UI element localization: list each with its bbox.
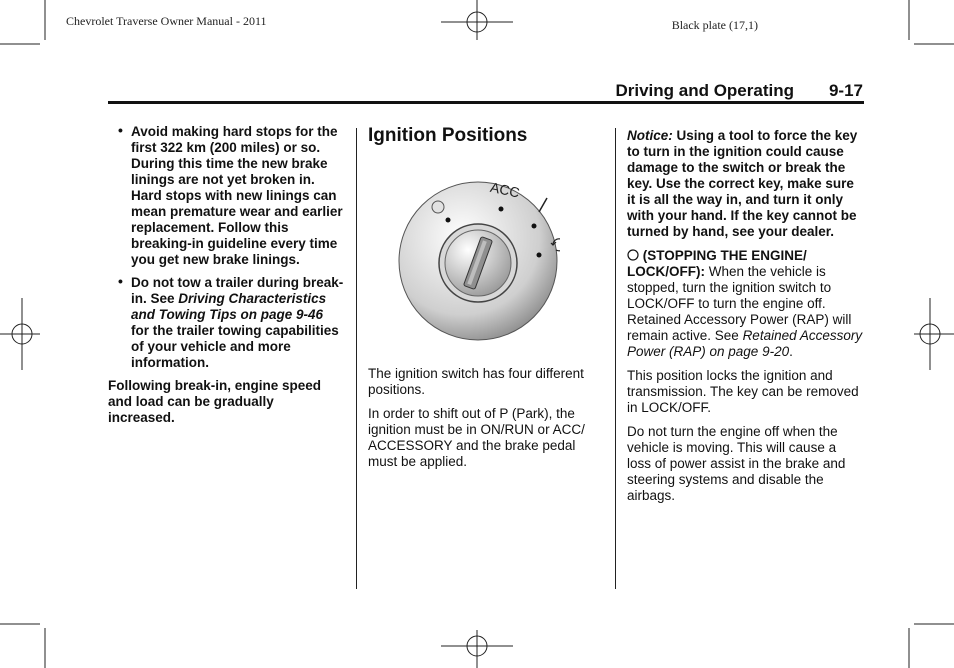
bullet-icon: • — [118, 273, 123, 289]
page-number: 9-17 — [828, 81, 863, 100]
lock-off-text: When the vehicle is stopped, turn the ignition switch to LOCK/OFF to turn the engine off. Retained Accessory Power (RAP) will remain active. See — [627, 264, 852, 343]
list-item — [108, 124, 344, 268]
column-divider-1 — [356, 128, 357, 589]
paragraph: Do not turn the engine off when the vehicle is moving. This will cause a loss of power assist in the brake and steering systems and disable the airbags. — [627, 424, 846, 503]
notice-label: Notice: — [627, 128, 673, 143]
paragraph: The ignition switch has four different positions. — [368, 366, 584, 397]
bullet-icon: • — [118, 122, 123, 138]
section-title: Driving and Operating — [615, 81, 794, 100]
column-2-text — [368, 366, 608, 478]
column-divider-2 — [615, 128, 616, 589]
lock-off-position-icon — [627, 249, 639, 261]
bullet-text-end: for the trailer towing capabilities of your vehicle and more information. — [131, 323, 339, 370]
header-rule — [108, 101, 864, 104]
paragraph: This position locks the ignition and transmission. The key can be removed in LOCK/OFF. — [627, 368, 859, 415]
column-2 — [368, 125, 608, 146]
paragraph: Following break-in, engine speed and load can be gradually increased. — [108, 378, 322, 425]
cross-reference-link[interactable]: Driving Characteristics and Towing Tips on page 9-46 — [131, 291, 327, 322]
list-item — [108, 275, 344, 371]
lock-off-description — [627, 248, 863, 360]
print-header-left: Chevrolet Traverse Owner Manual - 2011 — [66, 14, 267, 28]
bullet-text: Avoid making hard stops for the first 322 km (200 miles) or so. During this time the new brake linings are not yet broken in. Hard stops with new linings can mean premature wear and earlier replacement. Follow this breaking-in guideline every time you get new brake linings. — [131, 124, 343, 267]
cross-reference-link[interactable]: Retained Accessory Power (RAP) on page 9-20 — [627, 328, 863, 359]
acc-label: ACC — [488, 178, 522, 201]
section-heading: Ignition Positions — [368, 125, 528, 146]
column-1 — [108, 124, 344, 426]
column-3 — [627, 128, 863, 512]
bullet-text: Do not tow a trailer during break-in. See — [131, 275, 344, 306]
lock-off-label: (STOPPING THE ENGINE/ LOCK/OFF): — [627, 248, 807, 279]
lock-off-text-end: . — [789, 344, 793, 359]
print-header-right: Black plate (17,1) — [671, 18, 758, 32]
paragraph: In order to shift out of P (Park), the ignition must be in ON/RUN or ACC/ ACCESSORY and the brake pedal must be applied. — [368, 406, 585, 469]
notice-block — [627, 128, 863, 240]
notice-text: Using a tool to force the key to turn in the ignition could cause damage to the switch or break the key. Use the correct key, make sure it is all the way in, and turn it only with your hand. If the key cannot be turned by hand, see your dealer. — [627, 128, 858, 239]
ignition-switch-illustration — [398, 175, 560, 351]
